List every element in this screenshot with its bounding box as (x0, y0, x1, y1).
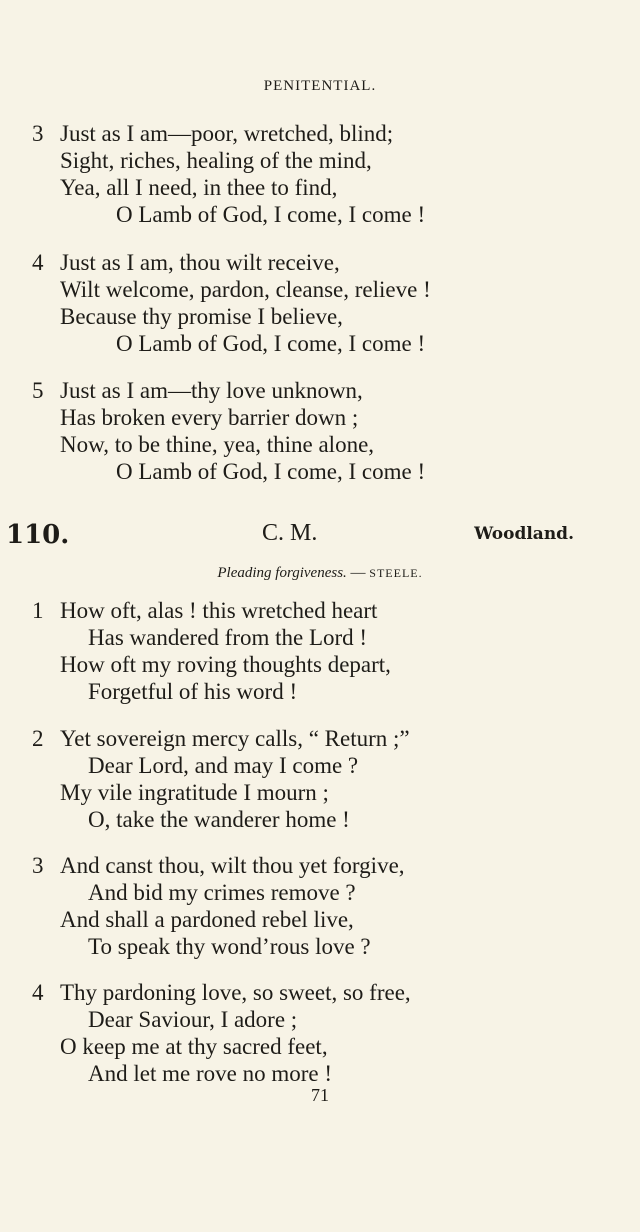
verse-line: Yet sovereign mercy calls, “ Return ;” (60, 726, 410, 751)
verse-line: O Lamb of God, I come, I come ! (116, 202, 426, 227)
verse-line: Has broken every barrier down ; (60, 405, 359, 430)
verse-line: My vile ingratitude I mourn ; (60, 780, 329, 805)
stanza-number: 4 (32, 980, 44, 1005)
verse-line: Dear Saviour, I adore ; (88, 1007, 298, 1032)
verse-line: O Lamb of God, I come, I come ! (116, 459, 426, 484)
hymn-subtitle (0, 565, 640, 582)
verse-line: Now, to be thine, yea, thine alone, (60, 432, 375, 457)
page-number: 71 (311, 1085, 329, 1105)
verse-line: And shall a pardoned rebel live, (60, 907, 354, 932)
verse-line: O keep me at thy sacred feet, (60, 1034, 328, 1059)
hymn-author: STEELE. (369, 566, 423, 580)
hymn-topic: Pleading forgiveness. (217, 565, 347, 581)
verse-line: To speak thy wond’rous love ? (88, 934, 371, 959)
verse-line: Sight, riches, healing of the mind, (60, 148, 372, 173)
verse-line: Has wandered from the Lord ! (88, 625, 368, 650)
verse-line: And bid my crimes remove ? (88, 880, 356, 905)
tune-name: Woodland. (474, 524, 574, 544)
running-header: PENITENTIAL. (263, 78, 377, 94)
verse-line: And canst thou, wilt thou yet forgive, (60, 853, 405, 878)
verse-line: Dear Lord, and may I come ? (88, 753, 359, 778)
stanza-number: 3 (32, 853, 44, 878)
verse-line: Forgetful of his word ! (88, 679, 298, 704)
hymn-heading (0, 520, 640, 552)
verse-line: Thy pardoning love, so sweet, so free, (60, 980, 411, 1005)
verse-line: How oft, alas ! this wretched heart (60, 598, 378, 623)
verse-line: Because thy promise I believe, (60, 304, 343, 329)
verse-line: Yea, all I need, in thee to find, (60, 175, 338, 200)
stanza-number: 5 (32, 378, 44, 403)
verse-line: How oft my roving thoughts depart, (60, 652, 391, 677)
stanza-number: 1 (32, 598, 44, 623)
verse-line: O, take the wanderer home ! (88, 807, 350, 832)
verse-line: And let me rove no more ! (88, 1061, 332, 1086)
hymn-number: 110. (6, 520, 70, 550)
verse-line: Wilt welcome, pardon, cleanse, relieve ! (60, 277, 431, 302)
verse-line: Just as I am—thy love unknown, (60, 378, 363, 403)
hymn-meter: C. M. (262, 520, 318, 546)
stanza-number: 4 (32, 250, 44, 275)
author-separator: — (346, 565, 370, 581)
verse-line: Just as I am—poor, wretched, blind; (60, 121, 394, 146)
stanza-number: 2 (32, 726, 44, 751)
verse-line: Just as I am, thou wilt receive, (60, 250, 340, 275)
verse-line: O Lamb of God, I come, I come ! (116, 331, 426, 356)
stanza-number: 3 (32, 121, 44, 146)
